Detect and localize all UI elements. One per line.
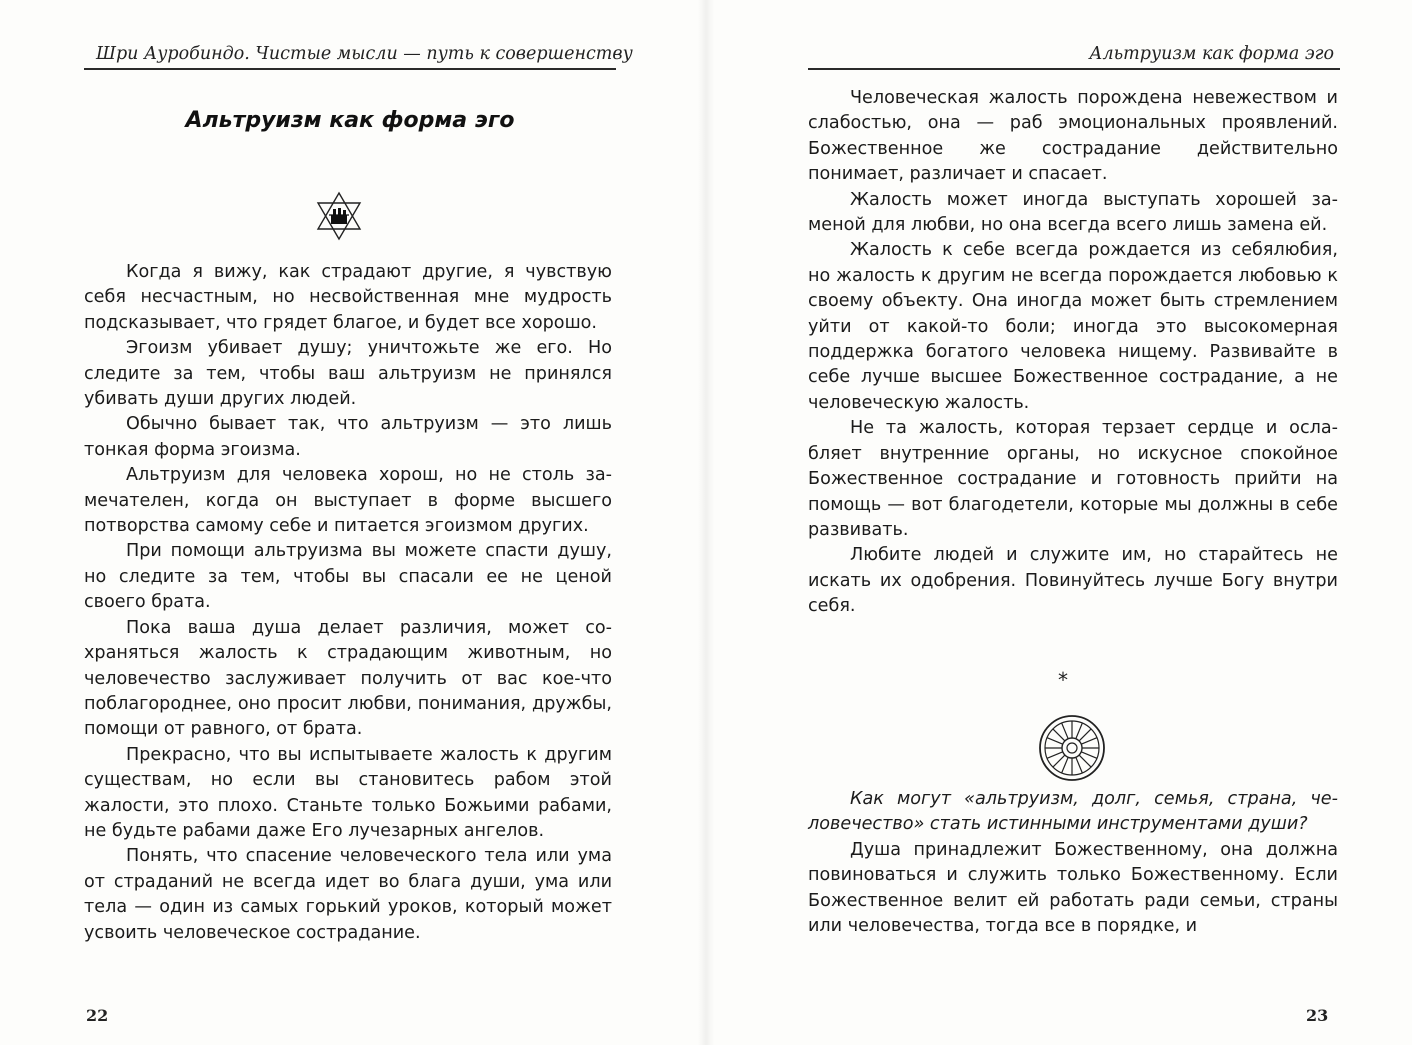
- left-header-rule: [84, 68, 616, 70]
- paragraph: Пока ваша душа делает различия, может сохраняться жалость к страдающим животным, но человечество заслуживает получить от вас кое-что поблагороднее, оно просит любви, понимания, дружбы, помощи от равного, от брата.: [84, 617, 612, 740]
- paragraph: Жалость к себе всегда рождается из себялюбия, но жалость к другим не всегда порождается любовью к своему объекту. Она иногда может быть стремлением уйти от какой-то боли; иногда это высокомерная поддержка богатого человека нищему. Развивайте в себе лучше высшее Божественное сострадание, а не человеческую жалость.: [808, 240, 1338, 413]
- left-page-number: 22: [86, 1006, 109, 1025]
- paragraph: Обычно бывает так, что альтруизм — это лишь тонкая форма эгоизма.: [84, 414, 612, 460]
- paragraph: Понять, что спасение человеческого тела или ума от страданий не всегда идет во блага души, ума или тела — один из самых горький уроков, который может усвоить человеческое сострадание.: [84, 846, 612, 943]
- paragraph: Эгоизм убивает душу; уничтожьте же его. Но следите за тем, чтобы ваш альтруизм не принялся убивать души других людей.: [84, 338, 612, 410]
- left-running-head: Шри Ауробиндо. Чистые мысли — путь к совершенству: [96, 44, 633, 64]
- paragraph: Когда я вижу, как страдают другие, я чувствую себя несчастным, но несвойственная мне мудрость подсказывает, что грядет благое, и будет все хорошо.: [84, 262, 612, 333]
- question-paragraph: Как могут «альтруизм, долг, семья, страна, человечество» стать истинными инструментами души?: [808, 789, 1338, 835]
- right-body-text: [808, 86, 1338, 620]
- paragraph: Любите людей и служите им, но старайтесь не искать их одобрения. Повинуйтесь лучше Богу внутри себя.: [808, 545, 1338, 617]
- paragraph: Жалость может иногда выступать хорошей заменой для любви, но она всегда всего лишь замена ей.: [808, 189, 1338, 236]
- right-running-head: Альтруизм как форма эго: [1089, 44, 1334, 64]
- wheel-emblem-icon: [1037, 713, 1107, 783]
- right-page-number: 23: [1306, 1006, 1329, 1025]
- paragraph: Человеческая жалость порождена невежеством и слабостью, она — раб эмоциональных проявлений. Божественное же сострадание действительно понимает, различает и спасает.: [808, 88, 1338, 185]
- star-of-david-emblem-icon: [313, 190, 365, 242]
- paragraph: Альтруизм для человека хорош, но не столь замечателен, когда он выступает в форме высшего потворства самому себе и питается эгоизмом других.: [84, 465, 612, 537]
- paragraph: Прекрасно, что вы испытываете жалость к другим существам, но если вы становитесь рабом этой жалости, это плохо. Станьте только Божьими рабами, не будьте рабами даже Его лучезарных ангелов.: [84, 744, 612, 841]
- paragraph: Не та жалость, которая терзает сердце и ослабляет внутренние органы, но искусное спокойное Божественное сострадание и готовность прийти на помощь — вот благодетели, которые мы должны в себе развивать.: [808, 418, 1338, 540]
- left-body-text: [84, 260, 612, 946]
- chapter-title: Альтруизм как форма эго: [185, 108, 515, 133]
- answer-paragraph: Душа принадлежит Божественному, она должна повиноваться и служить только Божественному. Если Божественное велит ей работать ради семьи, страны или человечества, тогда все в порядке, и: [808, 839, 1338, 937]
- right-body-text-lower: [808, 787, 1338, 939]
- paragraph: При помощи альтруизма вы можете спасти душу, но следите за тем, чтобы вы спасали ее не ценой своего брата.: [84, 541, 612, 613]
- right-page: [706, 0, 1412, 1045]
- right-header-rule: [808, 68, 1340, 70]
- section-separator: *: [1058, 668, 1068, 692]
